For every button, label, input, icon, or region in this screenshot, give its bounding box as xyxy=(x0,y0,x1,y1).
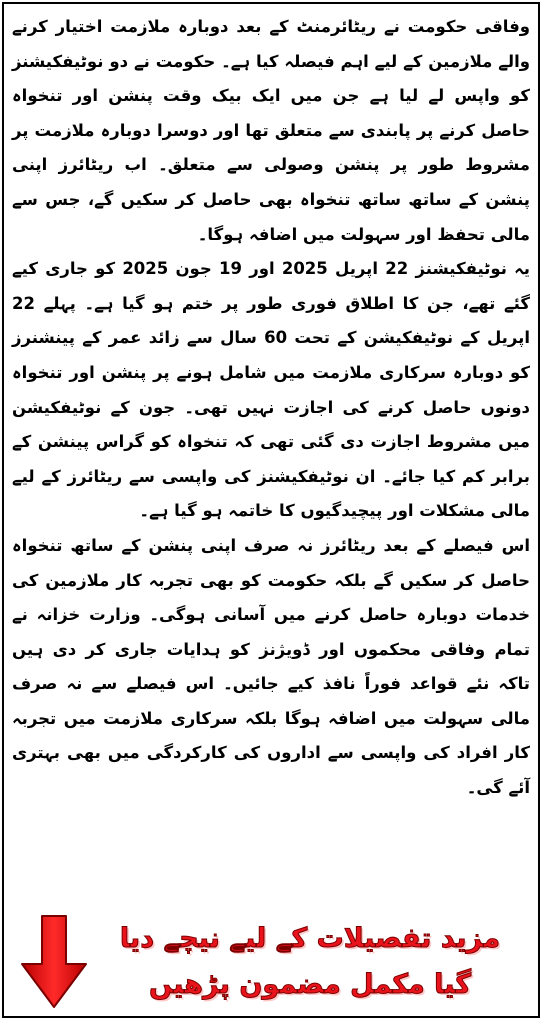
read-more-line-2: گیا مکمل مضمون پڑھیں xyxy=(148,969,472,1000)
down-arrow-icon[interactable] xyxy=(18,914,90,1010)
read-more-line-1: مزید تفصیلات کے لیے نیچے دیا xyxy=(119,923,501,954)
read-more-text[interactable] xyxy=(88,916,532,1008)
article-frame xyxy=(2,2,540,1018)
article-paragraph-2: یہ نوٹیفکیشنز 22 اپریل 2025 اور 19 جون 2025 کو جاری کیے گئے تھے، جن کا اطلاق فوری طور پر ختم ہو گیا ہے۔ پہلے 22 اپریل کے نوٹیفکیشن کے تحت 60 سال سے زائد عمر کے پینشنرز کو دوبارہ سرکاری ملازمت میں شامل ہونے پر پنشن اور تنخواہ دونوں حاصل کرنے کی اجازت نہیں تھی۔ جون کے نوٹیفکیشن میں مشروط اجازت دی گئی تھی کہ تنخواہ کو گراس پینشن کے برابر کم کیا جائے۔ ان نوٹیفکیشنز کی واپسی سے ریٹائرز کے لیے مالی مشکلات اور پیچیدگیوں کا خاتمہ ہو گیا ہے۔ xyxy=(12,259,531,521)
article-paragraph-1: وفاقی حکومت نے ریٹائرمنٹ کے بعد دوبارہ ملازمت اختیار کرنے والے ملازمین کے لیے اہم فیصلہ کیا ہے۔ حکومت نے دو نوٹیفکیشنز کو واپس لے لیا ہے جن میں ایک بیک وقت پنشن اور تنخواہ حاصل کرنے پر پابندی سے متعلق تھا اور دوسرا دوبارہ ملازمت پر مشروط طور پر پنشن وصولی سے متعلق۔ اب ریٹائرز اپنی پنشن کے ساتھ ساتھ تنخواہ بھی حاصل کر سکیں گے، جس سے مالی تحفظ اور سہولت میں اضافہ ہوگا۔ xyxy=(12,17,530,244)
read-more-banner[interactable] xyxy=(4,912,538,1016)
article-paragraph-3: اس فیصلے کے بعد ریٹائرز نہ صرف اپنی پنشن کے ساتھ تنخواہ حاصل کر سکیں گے بلکہ حکومت کو بھی تجربہ کار ملازمین کی خدمات دوبارہ حاصل کرنے میں آسانی ہوگی۔ وزارت خزانہ نے تمام وفاقی محکموں اور ڈویژنز کو ہدایات جاری کر دی ہیں تاکہ نئے قواعد فوراً نافذ کیے جائیں۔ اس فیصلے سے نہ صرف مالی سہولت میں اضافہ ہوگا بلکہ سرکاری ملازمت میں تجربہ کار افراد کی واپسی سے اداروں کی کارکردگی میں بھی بہتری آئے گی۔ xyxy=(12,535,530,798)
article-body xyxy=(12,10,530,806)
